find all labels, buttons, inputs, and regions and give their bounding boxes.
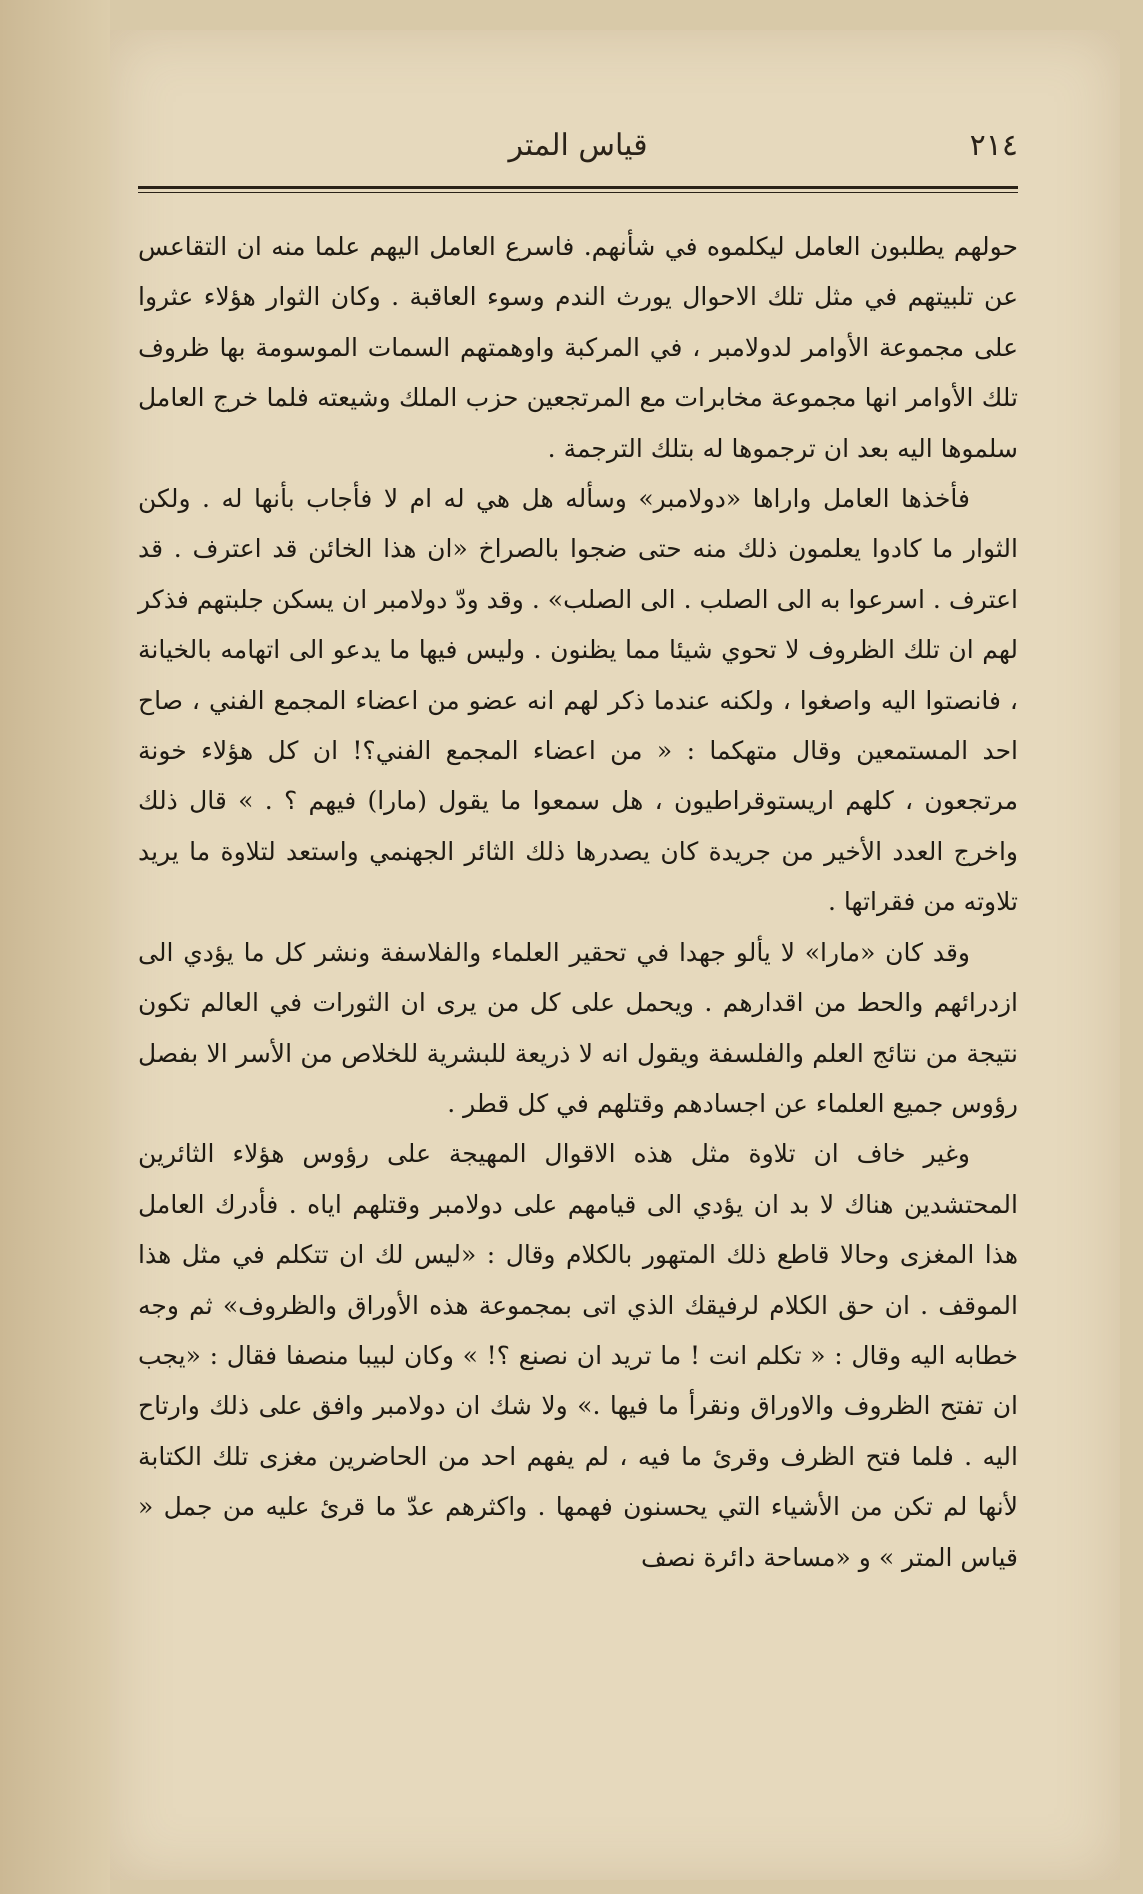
paragraph: وغير خاف ان تلاوة مثل هذه الاقوال المهيجة على رؤوس هؤلاء الثائرين المحتشدين هناك لا بد ان يؤدي الى قيامهم على دولامبر وقتلهم اياه . فأدرك العامل هذا المغزى وحالا قاطع ذلك المتهور بالكلام وقال : «ليس لك ان تتكلم في مثل هذا الموقف . ان حق الكلام لرفيقك الذي اتى بمجموعة هذه الأوراق والظروف» ثم وجه خطابه اليه وقال : « تكلم انت ! ما تريد ان نصنع ؟! » وكان لبيبا منصفا فقال : «يجب ان تفتح الظروف والاوراق ونقرأ ما فيها .» ولا شك ان دولامبر وافق على ذلك وارتاح اليه . فلما فتح الظرف وقرئ ما فيه ، لم يفهم احد من الحاضرين مغزى تلك الكتابة لأنها لم تكن من الأشياء التي يحسنون فهمها . واكثرهم عدّ ما قرئ عليه من جمل « قياس المتر » و «مساحة دائرة نصف (138, 1139, 1018, 1572)
body-text (138, 222, 1018, 1583)
paragraph: وقد كان «مارا» لا يألو جهدا في تحقير العلماء والفلاسفة ونشر كل ما يؤدي الى ازدرائهم والحط من اقدارهم . ويحمل على كل من يرى ان الثورات في العالم تكون نتيجة من نتائج العلم والفلسفة ويقول انه لا ذريعة للبشرية للخلاص من الأسر الا بفصل رؤوس جميع العلماء عن اجسادهم وقتلهم في كل قطر . (138, 937, 1018, 1118)
header-rule (138, 186, 1018, 189)
page-number: ٢١٤ (969, 128, 1018, 163)
page-header (138, 128, 1018, 178)
page-margin-shadow (0, 0, 110, 1894)
running-title: قياس المتر (508, 128, 648, 163)
paragraph: فأخذها العامل واراها «دولامبر» وسأله هل هي له ام لا فأجاب بأنها له . ولكن الثوار ما كادوا يعلمون ذلك منه حتى ضجوا بالصراخ «ان هذا الخائن قد اعترف . قد اعترف . اسرعوا به الى الصلب . الى الصلب» . وقد ودّ دولامبر ان يسكن جلبتهم فذكر لهم ان تلك الظروف لا تحوي شيئا مما يظنون . وليس فيها ما يدعو الى اتهامه بالخيانة ، فانصتوا اليه واصغوا ، ولكنه عندما ذكر لهم انه عضو من اعضاء المجمع الفني ، صاح احد المستمعين وقال متهكما : « من اعضاء المجمع الفني؟! ان كل هؤلاء خونة مرتجعون ، كلهم اريستوقراطيون ، هل سمعوا ما يقول (مارا) فيهم ؟ . » قال ذلك واخرج العدد الأخير من جريدة كان يصدرها ذلك الثائر الجهنمي واستعد لتلاوة ما يريد تلاوته من فقراتها . (138, 484, 1018, 917)
paragraph: حولهم يطلبون العامل ليكلموه في شأنهم. فاسرع العامل اليهم علما منه ان التقاعس عن تلبيتهم في مثل تلك الاحوال يورث الندم وسوء العاقبة . وكان الثوار هؤلاء عثروا على مجموعة الأوامر لدولامبر ، في المركبة واوهمتهم السمات الموسومة بها ظروف تلك الأوامر انها مجموعة مخابرات مع المرتجعين حزب الملك وشيعته فلما خرج العامل سلموها اليه بعد ان ترجموها له بتلك الترجمة . (138, 232, 1018, 463)
header-rule-thin (138, 192, 1018, 193)
